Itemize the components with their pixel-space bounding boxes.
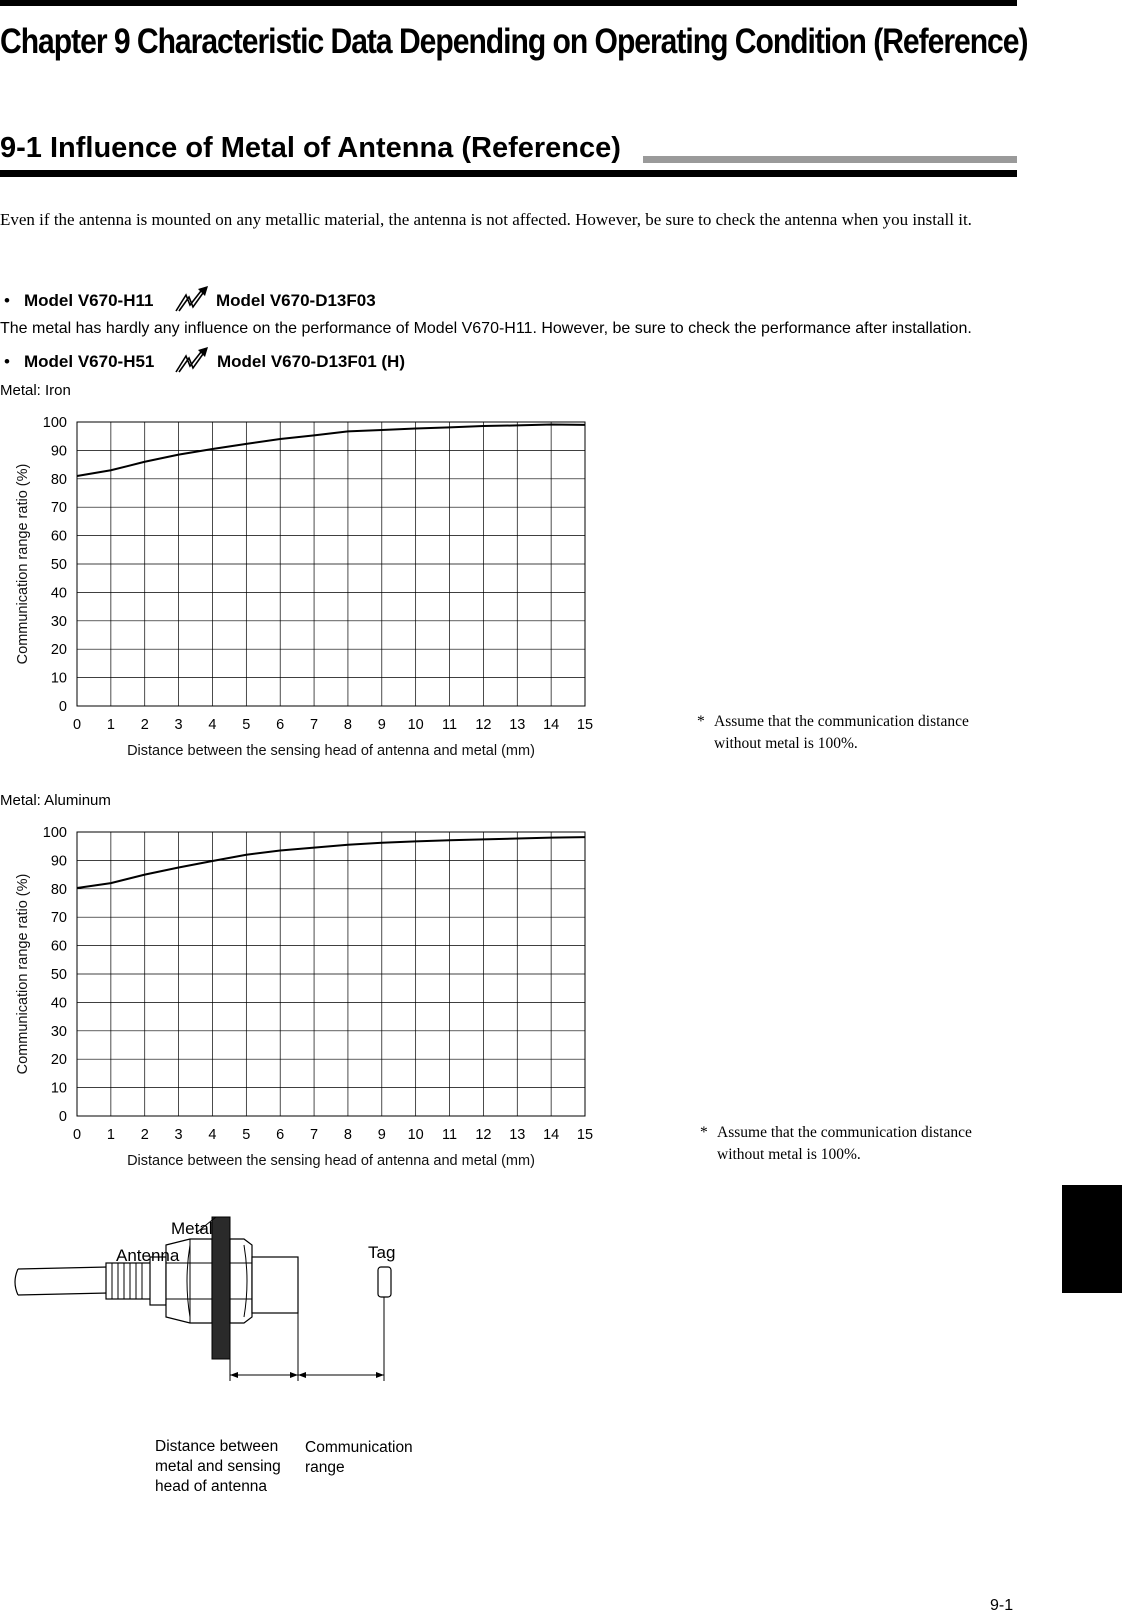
x-axis-label: Distance between the sensing head of antenna and metal (mm) (127, 1153, 535, 1169)
y-tick-label: 60 (50, 528, 67, 545)
aluminum-chart (0, 810, 660, 1170)
metal-label: Metal (171, 1219, 213, 1238)
x-tick-label: 11 (442, 717, 458, 733)
x-tick-label: 3 (174, 1127, 183, 1143)
y-tick-label: 70 (50, 500, 67, 517)
comm-range-label-line-2: range (305, 1459, 345, 1476)
x-tick-label: 2 (140, 717, 149, 733)
y-tick-label: 60 (50, 938, 67, 955)
y-tick-label: 90 (50, 443, 67, 460)
x-tick-label: 1 (106, 1127, 115, 1143)
x-axis-label: Distance between the sensing head of antenna and metal (mm) (127, 743, 535, 759)
x-tick-label: 7 (310, 717, 319, 733)
x-tick-label: 13 (509, 717, 526, 733)
aluminum-chart-note (700, 1122, 1020, 1168)
x-tick-label: 5 (242, 1127, 251, 1143)
x-tick-label: 0 (72, 1127, 82, 1143)
y-tick-label: 40 (50, 585, 67, 602)
y-tick-label: 90 (50, 853, 67, 870)
top-rule (0, 0, 1017, 6)
x-tick-label: 5 (242, 717, 251, 733)
metal-iron-label: Metal: Iron (0, 382, 71, 399)
y-axis-label: Communication range ratio (%) (15, 873, 31, 1075)
y-tick-label: 50 (50, 967, 67, 983)
antenna-front-nut (230, 1239, 252, 1323)
x-tick-label: 8 (343, 1127, 352, 1143)
iron-chart (0, 400, 660, 760)
x-tick-label: 1 (106, 717, 115, 733)
distance-label-line-3: head of antenna (155, 1478, 268, 1495)
x-tick-label: 4 (208, 1127, 217, 1143)
note-line-1: Assume that the communication distance (714, 713, 969, 730)
intro-paragraph: Even if the antenna is mounted on any metallic material, the antenna is not affected. However, be sure to check the antenna when you install it. (0, 210, 972, 229)
tag-label: Tag (368, 1243, 396, 1262)
x-tick-label: 14 (543, 717, 560, 733)
h11-note: The metal has hardly any influence on the performance of Model V670-H11. However, be sure to check the performance after installation. (0, 320, 972, 337)
antenna-model: Model V670-H11 (24, 291, 154, 310)
y-tick-label: 10 (50, 670, 67, 687)
x-tick-label: 10 (407, 1127, 424, 1143)
x-tick-label: 6 (276, 717, 285, 733)
y-tick-label: 100 (42, 415, 67, 431)
series-line (77, 837, 585, 888)
x-tick-label: 4 (208, 717, 217, 733)
communication-arrow-icon (174, 346, 210, 374)
note-line-2: without metal is 100%. (717, 1146, 861, 1163)
distance-label-line-1: Distance between (155, 1438, 279, 1455)
y-tick-label: 30 (50, 613, 67, 630)
y-tick-label: 50 (50, 557, 67, 573)
bullet-marker: • (4, 291, 10, 310)
bullet-h51 (0, 350, 440, 374)
section-title-gray-rule (643, 156, 1017, 163)
x-tick-label: 13 (509, 1127, 526, 1143)
iron-chart-note (697, 711, 1017, 757)
x-tick-label: 3 (174, 717, 183, 733)
page-number: 9-1 (990, 1597, 1014, 1614)
x-tick-label: 15 (576, 717, 594, 733)
chapter-side-tab (1062, 1185, 1122, 1293)
antenna-cable (15, 1267, 108, 1295)
note-asterisk: * (697, 713, 705, 730)
y-tick-label: 20 (50, 1052, 67, 1069)
x-tick-label: 14 (543, 1127, 560, 1143)
x-tick-label: 7 (310, 1127, 319, 1143)
y-tick-label: 80 (50, 881, 67, 898)
y-tick-label: 80 (50, 471, 67, 488)
tag-model: Model V670-D13F01 (H) (217, 352, 405, 371)
note-line-1: Assume that the communication distance (717, 1124, 972, 1141)
tag-model: Model V670-D13F03 (216, 291, 376, 310)
antenna-label: Antenna (116, 1246, 180, 1265)
x-tick-label: 2 (140, 1127, 149, 1143)
metal-plate (212, 1217, 230, 1359)
y-tick-label: 40 (50, 995, 67, 1012)
x-tick-label: 11 (442, 1127, 458, 1143)
x-tick-label: 8 (343, 717, 352, 733)
communication-arrow-icon (174, 285, 210, 313)
y-tick-label: 30 (50, 1023, 67, 1040)
y-tick-label: 20 (50, 642, 67, 659)
metal-aluminum-label: Metal: Aluminum (0, 792, 111, 809)
y-tick-label: 0 (58, 699, 67, 715)
antenna-sensing-head (252, 1257, 298, 1313)
antenna-model: Model V670-H51 (24, 352, 155, 371)
bullet-marker: • (4, 352, 10, 371)
note-asterisk: * (700, 1124, 708, 1141)
distance-label-line-2: metal and sensing (155, 1458, 281, 1475)
section-title-rule (0, 170, 1017, 177)
note-line-2: without metal is 100%. (714, 735, 858, 752)
x-tick-label: 12 (475, 1127, 492, 1143)
x-tick-label: 15 (576, 1127, 594, 1143)
x-tick-label: 6 (276, 1127, 285, 1143)
x-tick-label: 12 (475, 717, 492, 733)
tag-shape (378, 1267, 391, 1297)
x-tick-label: 0 (72, 717, 82, 733)
y-tick-label: 70 (50, 910, 67, 927)
bullet-h11 (0, 289, 420, 313)
x-tick-label: 9 (377, 717, 386, 733)
section-title: 9-1 Influence of Metal of Antenna (Reference) (0, 132, 621, 164)
installation-diagram (0, 1205, 460, 1510)
y-tick-label: 100 (42, 825, 67, 841)
y-tick-label: 10 (50, 1080, 67, 1097)
x-tick-label: 9 (377, 1127, 386, 1143)
y-tick-label: 0 (58, 1109, 67, 1125)
comm-range-label-line-1: Communication (305, 1439, 413, 1456)
x-tick-label: 10 (407, 717, 424, 733)
chapter-title: Chapter 9 Characteristic Data Depending on Operating Condition (Reference) (0, 22, 1028, 61)
y-axis-label: Communication range ratio (%) (15, 463, 31, 665)
